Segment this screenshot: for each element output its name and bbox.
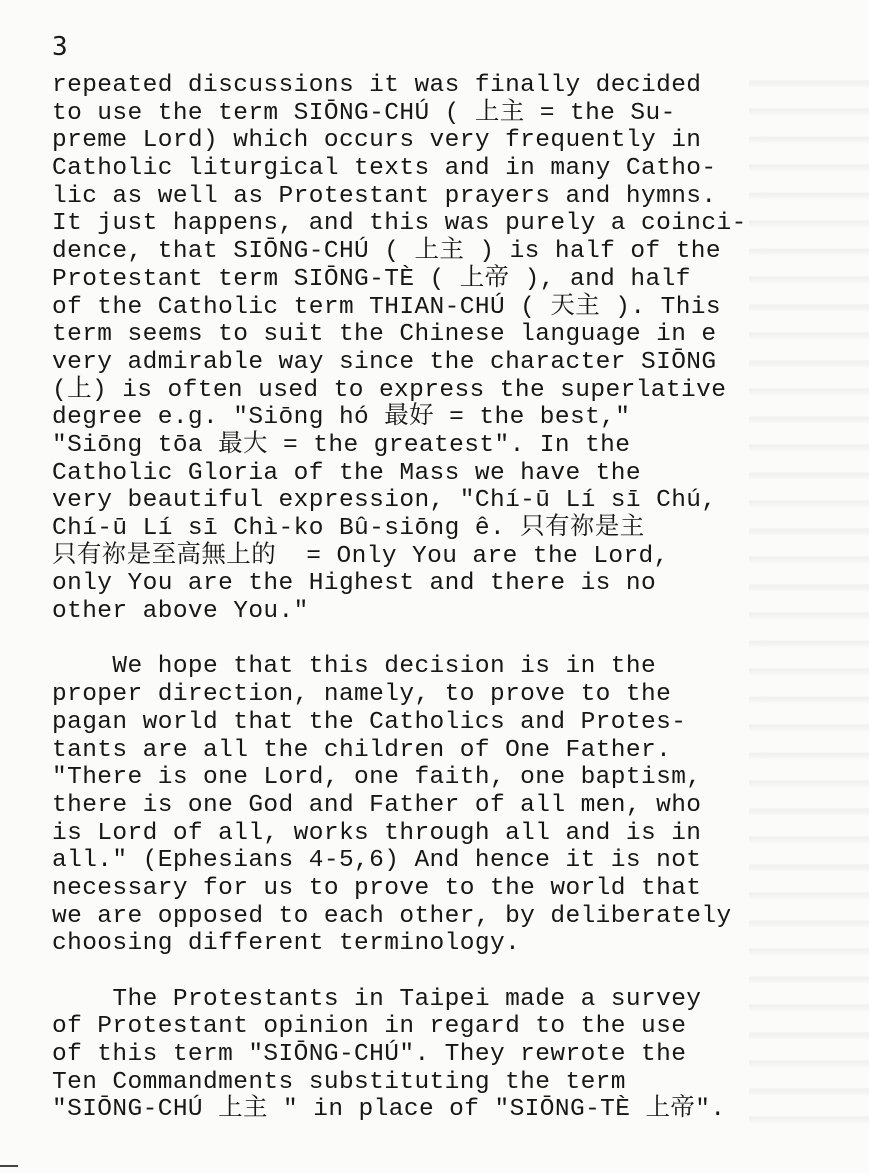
text-line: very admirable way since the character SIŌNG: [52, 348, 717, 376]
text-line: "There is one Lord, one faith, one baptism,: [52, 764, 702, 792]
text-line: to use the term SIŌNG-CHÚ ( 上主 = the Su-: [52, 99, 676, 127]
text-line: very beautiful expression, "Chí-ū Lí sī Chú,: [52, 487, 717, 515]
text-line: is Lord of all, works through all and is in: [52, 819, 702, 847]
paragraph-2: [52, 653, 832, 958]
text-line: Protestant term SIŌNG-TÈ ( 上帝 ), and half: [52, 265, 691, 293]
text-line: repeated discussions it was finally decided: [52, 72, 702, 99]
text-line: there is one God and Father of all men, who: [52, 791, 702, 819]
edge-mark: [0, 1165, 18, 1167]
body-text: [52, 72, 832, 1124]
text-line: It just happens, and this was purely a coinci-: [52, 210, 747, 238]
text-line: proper direction, namely, to prove to the: [52, 681, 672, 709]
text-line: The Protestants in Taipei made a survey: [52, 985, 702, 1013]
text-line: other above You.": [52, 598, 309, 626]
text-line: of the Catholic term THIAN-CHÚ ( 天主 ). This: [52, 293, 721, 321]
text-line: "Siōng tōa 最大 = the greatest". In the: [52, 431, 631, 459]
text-line: degree e.g. "Siōng hó 最好 = the best,": [52, 404, 631, 432]
text-line: Catholic Gloria of the Mass we have the: [52, 459, 641, 487]
page-number: 3: [52, 32, 68, 62]
paragraph-spacer: [52, 626, 832, 654]
text-line: Chí-ū Lí sī Chì-ko Bû-siōng ê. 只有祢是主: [52, 515, 645, 542]
text-line: "SIŌNG-CHÚ 上主 " in place of "SIŌNG-TÈ 上帝".: [52, 1096, 726, 1124]
text-line: of this term "SIŌNG-CHÚ". They rewrote the: [52, 1041, 687, 1069]
text-line: of Protestant opinion in regard to the use: [52, 1013, 687, 1041]
text-line: dence, that SIŌNG-CHÚ ( 上主 ) is half of the: [52, 238, 721, 266]
paragraph-3: [52, 986, 832, 1124]
text-line: Ten Commandments substituting the term: [52, 1068, 626, 1096]
text-line: only You are the Highest and there is no: [52, 570, 657, 598]
text-line: necessary for us to prove to the world that: [52, 874, 702, 902]
text-line: lic as well as Protestant prayers and hymns.: [52, 182, 717, 210]
paragraph-spacer: [52, 958, 832, 986]
text-line: pagan world that the Catholics and Protes-: [52, 708, 687, 736]
text-line: (上) is often used to express the superlative: [52, 376, 727, 404]
text-line: preme Lord) which occurs very frequently in: [52, 127, 702, 155]
text-line: Catholic liturgical texts and in many Catho-: [52, 155, 717, 183]
text-line: choosing different terminology.: [52, 930, 521, 958]
text-line: term seems to suit the Chinese language in e: [52, 321, 717, 349]
text-line: tants are all the children of One Father.: [52, 736, 672, 764]
text-line: all." (Ephesians 4-5,6) And hence it is not: [52, 847, 702, 875]
paragraph-1: [52, 72, 832, 626]
text-line: We hope that this decision is in the: [52, 653, 657, 681]
text-line: we are opposed to each other, by deliberately: [52, 902, 732, 930]
text-line: 只有祢是至高無上的 = Only You are the Lord,: [52, 542, 669, 570]
